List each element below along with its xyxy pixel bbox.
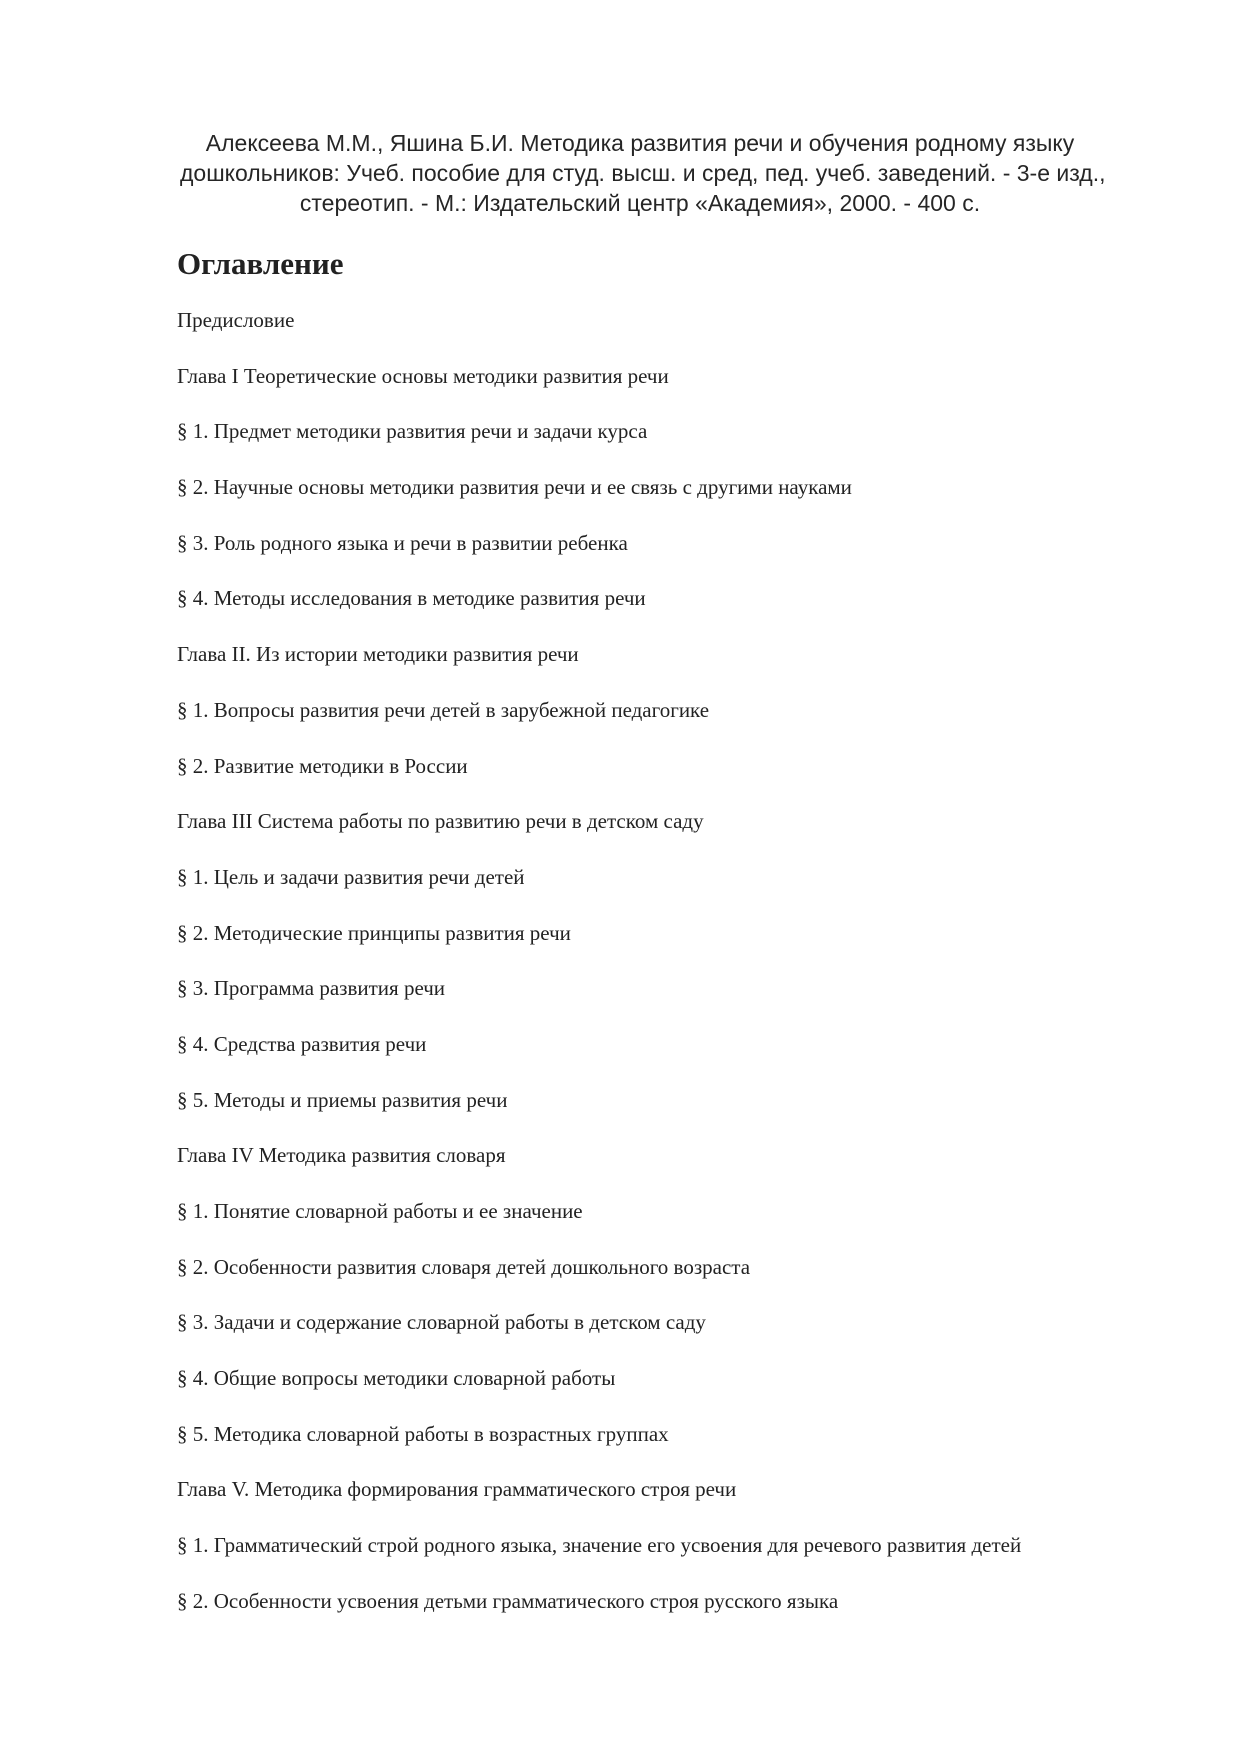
toc-entry-section: § 2. Особенности усвоения детьми грамматического строя русского языка <box>177 1588 839 1613</box>
toc-entry-section: § 2. Развитие методики в России <box>177 753 468 778</box>
toc-entry-section: § 3. Роль родного языка и речи в развитии ребенка <box>177 530 628 555</box>
toc-entry-section: § 2. Особенности развития словаря детей дошкольного возраста <box>177 1254 751 1279</box>
toc-entry-section: § 2. Научные основы методики развития речи и ее связь с другими науками <box>177 475 852 500</box>
toc-entry-section: § 1. Понятие словарной работы и ее значение <box>177 1199 583 1223</box>
citation-line: стереотип. - М.: Издательский центр «Академия», 2000. - 400 с. <box>299 190 981 216</box>
toc-entry-preface: Предисловие <box>177 308 295 332</box>
toc-entry-section: § 1. Предмет методики развития речи и задачи курса <box>177 419 648 444</box>
toc-entry-section: § 1. Цель и задачи развития речи детей <box>177 864 525 889</box>
toc-entry-chapter-3: Глава III Система работы по развитию речи в детском саду <box>177 809 704 834</box>
toc-entry-section: § 4. Средства развития речи <box>177 1031 427 1056</box>
toc-entry-section: § 4. Общие вопросы методики словарной работы <box>177 1366 616 1391</box>
toc-entry-section: § 2. Методические принципы развития речи <box>177 920 571 945</box>
toc-entry-section: § 1. Вопросы развития речи детей в зарубежной педагогике <box>177 697 710 722</box>
bibliographic-citation <box>180 128 1106 218</box>
toc-entry-section: § 1. Грамматический строй родного языка, значение его усвоения для речевого развития детей <box>177 1533 1022 1558</box>
toc-entry-chapter-2: Глава II. Из истории методики развития речи <box>177 642 579 667</box>
toc-entry-chapter-4: Глава IV Методика развития словаря <box>177 1143 506 1168</box>
toc-entry-section: § 5. Методы и приемы развития речи <box>177 1087 508 1112</box>
toc-entry-section: § 5. Методика словарной работы в возрастных группах <box>177 1421 669 1446</box>
citation-line: дошкольников: Учеб. пособие для студ. высш. и сред, пед. учеб. заведений. - 3-е изд., <box>180 160 1106 186</box>
toc-entry-chapter-1: Глава I Теоретические основы методики развития речи <box>177 363 669 388</box>
toc-entry-section: § 3. Задачи и содержание словарной работы в детском саду <box>177 1310 706 1335</box>
toc-heading: Оглавление <box>177 246 344 281</box>
citation-line: Алексеева М.М., Яшина Б.И. Методика развития речи и обучения родному языку <box>205 130 1075 156</box>
toc-entry-section: § 4. Методы исследования в методике развития речи <box>177 586 646 611</box>
toc-entry-section: § 3. Программа развития речи <box>177 976 446 1001</box>
toc-entry-chapter-5: Глава V. Методика формирования грамматического строя речи <box>177 1477 737 1502</box>
table-of-contents <box>177 308 1021 1645</box>
